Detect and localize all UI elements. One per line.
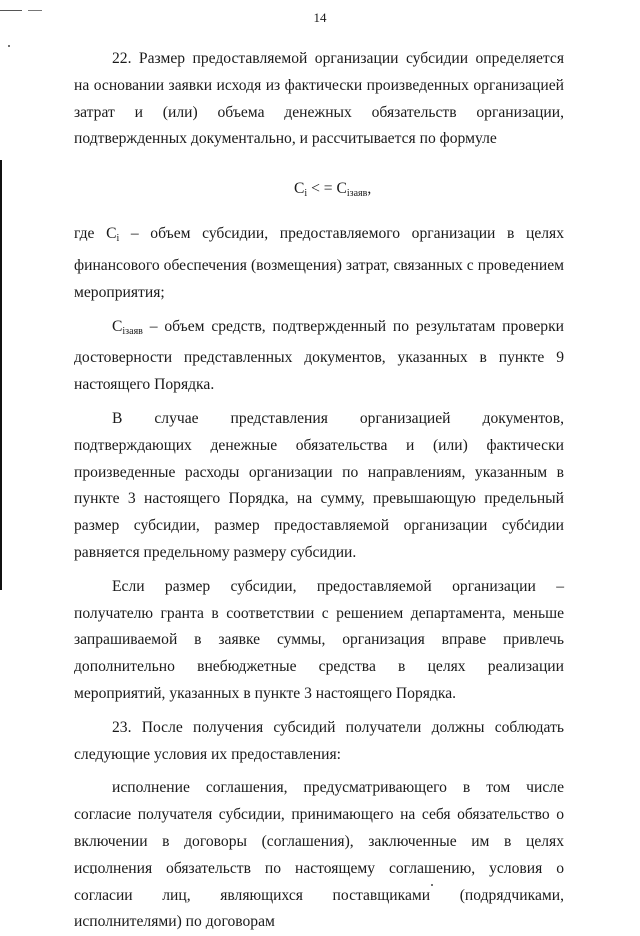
formula-operator: < = (307, 180, 337, 198)
scan-edge-line (0, 160, 2, 590)
paragraph-22: 22. Размер предоставляемой организации субсидии определяется на основании заявки исходя из фактически произведенных организацией затрат и (или) объема денежных обязательств организации, подтвержденных документально, и рассчитывается по формуле (74, 50, 564, 148)
page-number: 14 (313, 10, 327, 25)
paragraph-if: Если размер субсидии, предоставляемой организации – получателю гранта в соответствии с решением департамента, меньше запрашиваемой в заявке суммы, организация вправе привлечь дополнительно внебюджетные средства в целях реализации мероприятий, указанных в пункте 3 настоящего Порядка. (74, 577, 564, 702)
definition-cizayav-sub: iзаяв (122, 325, 143, 337)
formula-rhs-sub: iзаяв (346, 188, 368, 200)
definition-ci (74, 221, 564, 306)
formula-lhs-sub: i (304, 188, 308, 200)
document-body (74, 46, 564, 936)
paragraph-case: В случае представления организацией документов, подтверждающих денежные обязательства и (или) фактически произведенные расходы организации по направлениям, указанным в пункте 3 настоящего Порядка, на сумму, превышающую предельный размер субсидии, размер предоставляемой организации субсидии равняется предельному размеру субсидии. (74, 409, 564, 561)
definition-ci-sub: i (116, 233, 120, 245)
formula-end: , (367, 180, 372, 198)
paragraph-execution: исполнение соглашения, предусматривающего в том числе согласие получателя субсидии, принимающего на себя обязательство о включении в договоры (соглашения), заключенные им в целях исполнения обязательств по настоящему соглашению, условия о согласии лиц, являющихся поставщиками (подрядчиками, исполнителями) по договорам (74, 779, 564, 931)
definition-cizayav (74, 314, 564, 399)
definition-ci-text: – объем субсидии, предоставляемого организации в целях финансового обеспечения (возмещения) затрат, связанных с проведением мероприятия; (74, 225, 565, 301)
formula-lhs: C (294, 180, 305, 198)
paragraph-23: 23. После получения субсидий получатели должны соблюдать следующие условия их предоставления: (74, 718, 564, 763)
scan-speck (8, 45, 10, 47)
definition-cizayav-prefix: C (112, 317, 123, 335)
definition-ci-prefix: где C (74, 225, 117, 243)
formula (74, 167, 564, 211)
definition-cizayav-text: – объем средств, подтвержденный по результатам проверки достоверности представленных документов, указанных в пункте 9 настоящего Порядка. (74, 317, 564, 394)
formula-rhs: C (336, 180, 347, 198)
